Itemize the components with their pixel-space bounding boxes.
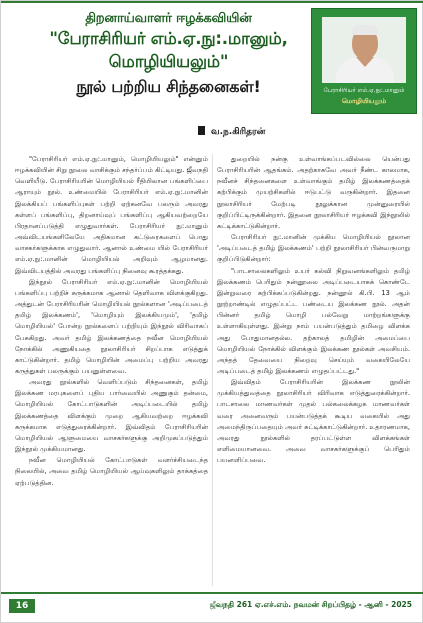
footer-rule	[1, 592, 423, 594]
paragraph: அவரது நூல்களில் வெளிப்படும் சிந்தனைகள், தமிழ் இலக்கண மரபுகளைப் புதிய பார்வையில் அணுகும் தன்மை, மொழியியல் கோட்பாடுகளின் அடிப்படையில் தமிழ் இலக்கணத்தை விளக்கும் முறை ஆகியவற்றை ஈழக்கவி சுருக்கமாக எடுத்துரைக்கின்றார். இவ்விதம் பேராசிரியரின் மொழியியல் ஆளுமையை வாசகர்களுக்கு அறிமுகப்படுத்தும் இந்நூல் முக்கியமானது.	[15, 378, 208, 454]
square-bullet-icon	[198, 126, 205, 135]
top-rule	[1, 1, 423, 3]
paragraph: துறையில் நன்கு உள்வாங்கப்படவில்லை யென்பது பேராசிரியரின் ஆதங்கம். அதற்காகவே அவர் நீண்ட காலமாக, நவீனச் சிந்தனைகளை உள்வாங்கும் தமிழ் இலக்கணத்தைக் கற்பிக்கும் முயற்சிகளில் ஈடுபட்டு வருகின்றார். இதனை நூலாசிரியர் மேற்படி நூலுக்கான முன்னுரையில் குறிப்பிட்டிருக்கின்றார். இதனை நூலாசிரியர் ஈழக்கவி இந்நூலில் சுட்டிக்காட்டுகின்றார்.	[217, 155, 410, 230]
heading-line-3: மொழியியலும்"	[108, 52, 229, 71]
paragraph: இவ்விதம் பேராசிரியரின் இலக்கண நூலின் முக்கியத்துவத்தை நூலாசிரியர் விரிவாக எடுத்துரைக்கின்றார். பாடசாலை மாணவர்கள் முதல் பல்கலைக்கழக மாணவர்கள் வரை அனைவரும் பயன்படுத்தக் கூடிய வகையில் அது அமைந்திருப்பதையும் அவர் சுட்டிக்காட்டுகின்றார். உதாரணமாக, அவரது நூல்களில் தரப்பட்டுள்ள விளக்கங்கள் எளிமையானவை. அவை வாசகர்களுக்குப் பெரிதும் பயனளிப்பவை.	[217, 378, 410, 465]
paragraph: இந்நூல் பேராசிரியர் எம்.ஏ.நு:.மானின் மொழியியல் பங்களிப்பு பற்றிச் சுருக்கமாக ஆனால் தெளிவாக விளக்குகிறது. அத்துடன் பேராசிரியரின் மொழியியல் நூல்களான 'அடிப்படைத் தமிழ் இலக்கணம்', 'மொழியும் இலக்கியமும்', 'தமிழ் மொழியியல்' போன்ற நூல்களைப் பற்றியும் இந்நூல் விரிவாகப் பேசுகிறது. அவர் தமிழ் இலக்கணத்தை நவீன மொழியியல் நோக்கில் அணுகியதை நூலாசிரியர் சிறப்பாக எடுத்துக் காட்டுகின்றார். தமிழ் மொழியின் அமைப்பு பற்றிய அவரது கருத்துகள் பலருக்கும் பயனுள்ளவை.	[15, 277, 208, 375]
book-cover-image	[311, 8, 417, 114]
page-number: 16	[9, 599, 35, 613]
column-divider	[212, 154, 213, 586]
magazine-footer: ஜீவநதி 261 ஏ.எச்.எம். நவமன் சிறப்பிதழ் - ஆனி - 2025	[209, 600, 412, 609]
paragraph: "பேராசிரியர் எம்.ஏ.நு:.மானும், மொழியியலும்" என்னும் ஈழக்கவியின் சிறு நூலை வாசிக்கும் சந்தர்ப்பம் கிட்டியது. ஜீவநதி வெளியீடு. பேராசிரியரின் மொழியியல் ரீதியிலான பங்களிப்பை ஆராயும் நூல். உண்மையில் பேராசிரியர் எம்.ஏ.நு:.மானின் இலக்கியப் பங்களிப்புகள் பற்றி ஏற்கனவே பலரும் அவரது கள்ளப் பங்களிப்பு, திறனாய்வுப் பங்களிப்பு ஆகியவற்றையே பிரதானப்படுத்தி எழுதுவார்கள். பேராசிரியர் நு:.மானும் அவ்விடயங்களிலேயே அதிகமான கட்டுரைகளைப் பொது வாசகர்களுக்காக எழுதுவார். ஆனால் உண்மை யில் பேராசிரியர் எம்.ஏ.நு:.மானின் மொழியியல் அறிவும் ஆழமானது. இவ்விடயத்தில் அவரது பங்களிப்பு நினைவு கூரத்தக்கது.	[15, 155, 208, 275]
byline	[198, 126, 265, 138]
heading-line-4: நூல் பற்றிய சிந்தனைகள்!	[76, 77, 261, 96]
column-right	[217, 154, 410, 586]
paragraph: நவீன மொழியியல் கோட்பாடுகள் வளர்ச்சியடைந்த நிலையில், அவை தமிழ் மொழியியல் ஆய்வுகளிலும் தாக்கத்தை ஏற்படுத்தின.	[15, 456, 208, 487]
paragraph: பேராசிரியர் நு:.மானின் முக்கிய மொழியியல் நூலான 'அடிப்படைத் தமிழ் இலக்கணம்' பற்றி நூலாசிரியர் பின்வருமாறு குறிப்பிடுகின்றார்:	[217, 233, 410, 264]
quote-paragraph: "பாடசாலைகளிலும் உயர் கல்வி நிறுவனங்களிலும் தமிழ் இலக்கணம் பெரிதும் நன்னூலை அடிப்படையாகக் கொண்டே இன்றுவரை கற்பிக்கப்படுகின்றது. நன்னூல் கி.பி. 13 ஆம் நூற்றாண்டில் எழுதப்பட்ட பண்டைய இலக்கண நூல். அதன் பின்னர் தமிழ் மொழி பல்வேறு மாற்றங்களுக்கு உள்ளாகியுள்ளது. இன்று நாம் பயன்படுத்தும் தமிழை விளக்க அது போதுமானதல்ல. தற்காலத் தமிழின் அமைப்பை மொழியியல் நோக்கில் விளக்கும் இலக்கண நூல்கள் அவசியம். அந்தத் தேவையை நிறைவு செய்யும் வகையிலேயே அடிப்படைத் தமிழ் இலக்கணம் எழுதப்பட்டது."	[217, 266, 410, 375]
heading-line-2: "பேராசிரியர் எம்.ஏ.நு:.மானும்,	[49, 29, 288, 48]
cover-title-text: மொழியியலும்	[341, 97, 387, 105]
cover-author-text: பேராசிரியர் எம்.ஏ.நு:.மானும்	[323, 87, 405, 94]
column-left	[15, 154, 208, 586]
article-heading	[41, 11, 296, 99]
author-photo	[322, 17, 406, 83]
heading-line-1: திறனாய்வாளர் ஈழக்கவியின்	[85, 11, 252, 26]
author-name: வ.ந.கிரிதரன்	[211, 127, 266, 137]
